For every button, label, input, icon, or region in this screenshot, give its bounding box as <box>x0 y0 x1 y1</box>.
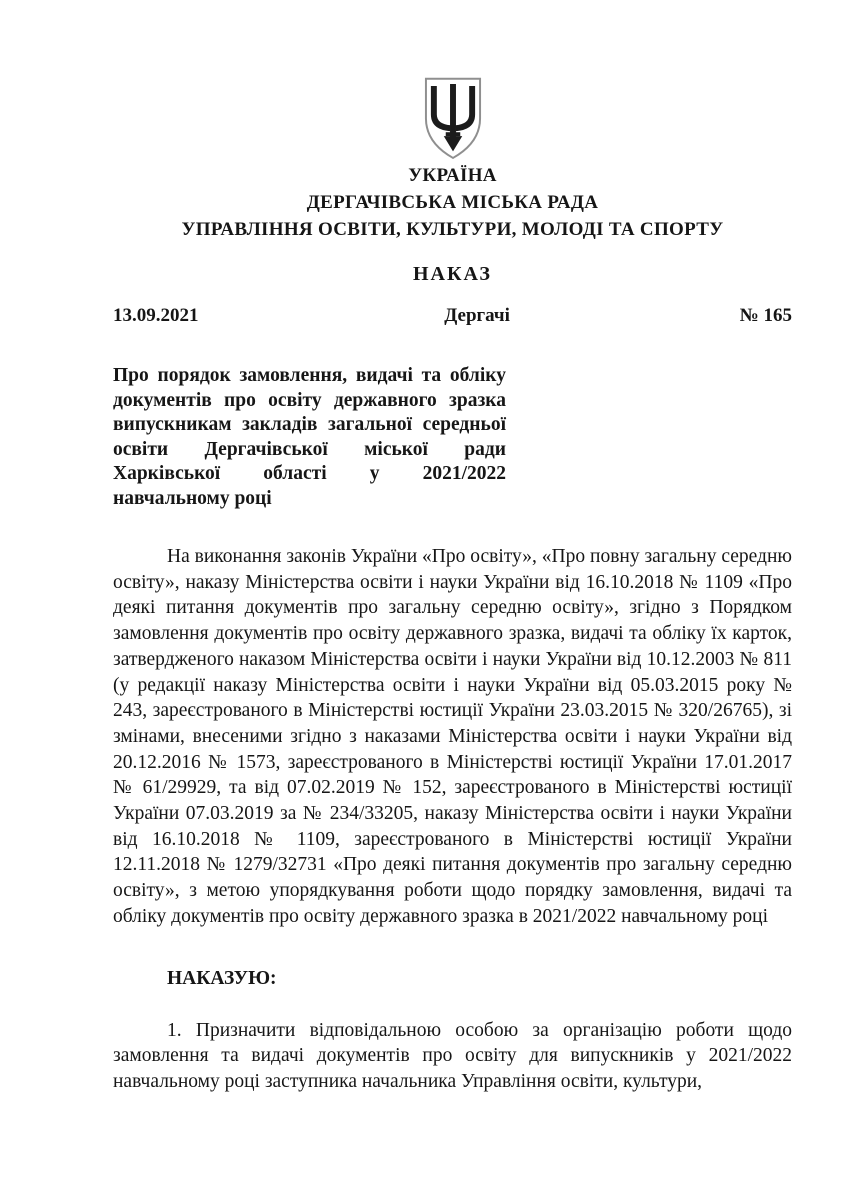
order-date: 13.09.2021 <box>113 305 199 326</box>
order-number: № 165 <box>739 305 792 326</box>
country-name: УКРАЇНА <box>408 165 497 186</box>
order-command-word: НАКАЗУЮ: <box>167 967 277 989</box>
order-preamble: На виконання законів України «Про освіту», «Про повну загальну середню освіту», наказу Міністерства освіти і науки України від 16.10.2018 № 1109 «Про деякі питання документів про загальну середню освіту», згідно з Порядком замовлення документів про освіту державного зразка, видачі та обліку їх карток, затвердженого наказом Міністерства освіти і науки України від 10.12.2003 № 811 (у редакції наказу Міністерства освіти і науки України від 05.03.2015 року № 243, зареєстрованого в Міністерстві юстиції України 23.03.2015 № 320/26765), зі змінами, внесеними згідно з наказами Міністерства освіти і науки України від 20.12.2016 № 1573, зареєстрованого в Міністерстві юстиції України 17.01.2017 № 61/29929, та від 07.02.2019 № 152, зареєстрованого в Міністерстві юстиції України 07.03.2019 за № 234/33205, наказу Міністерства освіти і науки України від 16.10.2018 № 1109, зареєстрованого в Міністерстві юстиції України 12.11.2018 № 1279/32731 «Про деякі питання документів про загальну середню освіту», з метою упорядкування роботи щодо порядку замовлення, видачі та обліку документів про освіту державного зразка в 2021/2022 навчальному році <box>113 546 792 927</box>
document-type-title: НАКАЗ <box>412 263 492 285</box>
department-name: УПРАВЛІННЯ ОСВІТИ, КУЛЬТУРИ, МОЛОДІ ТА СПОРТУ <box>181 219 724 240</box>
order-place: Дергачі <box>444 305 510 326</box>
emblem-container <box>113 0 792 162</box>
council-name: ДЕРГАЧІВСЬКА МІСЬКА РАДА <box>306 192 599 213</box>
order-meta-row <box>113 304 792 328</box>
order-item-1: 1. Призначити відповідальною особою за організацію роботи щодо замовлення та видачі документів про освіту для випускників у 2021/2022 навчальному році заступника начальника Управління освіти, культури, <box>113 1019 792 1092</box>
order-subject: Про порядок замовлення, видачі та обліку документів про освіту державного зразка випускникам закладів загальної середньої освіти Дергачівської міської ради Харківської області у 2021/2022 навчальному році <box>113 365 506 509</box>
